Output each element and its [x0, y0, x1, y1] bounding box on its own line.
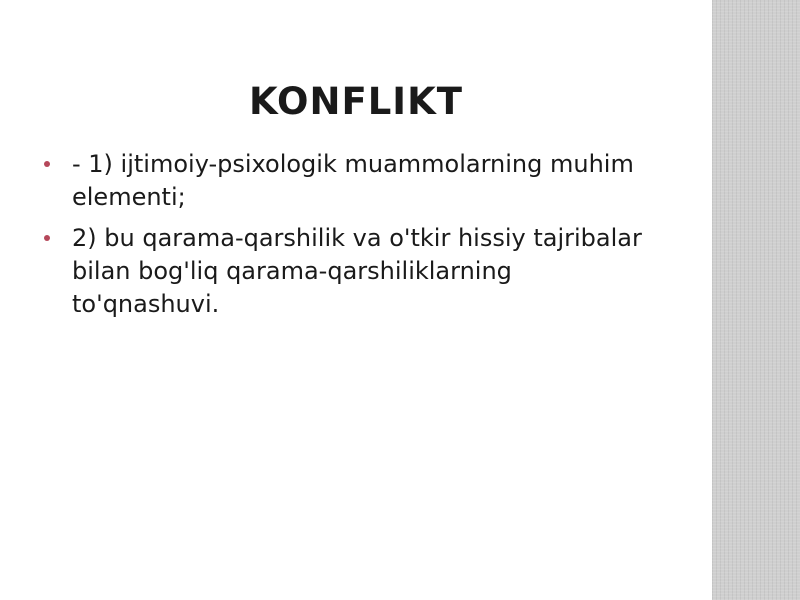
decorative-side-panel	[712, 0, 800, 600]
bullet-text: 2) bu qarama-qarshilik va o'tkir hissiy tajribalar bilan bog'liq qarama-qarshiliklarning to'qnashuvi.	[72, 224, 642, 318]
bullet-text: - 1) ijtimoiy-psixologik muammolarning muhim elementi;	[72, 150, 634, 211]
bullet-item	[44, 148, 644, 214]
bullet-item	[44, 222, 644, 321]
bullet-list	[44, 148, 644, 329]
bullet-dot-icon	[44, 235, 50, 241]
bullet-dot-icon	[44, 161, 50, 167]
slide-title: KONFLIKT	[249, 80, 463, 123]
